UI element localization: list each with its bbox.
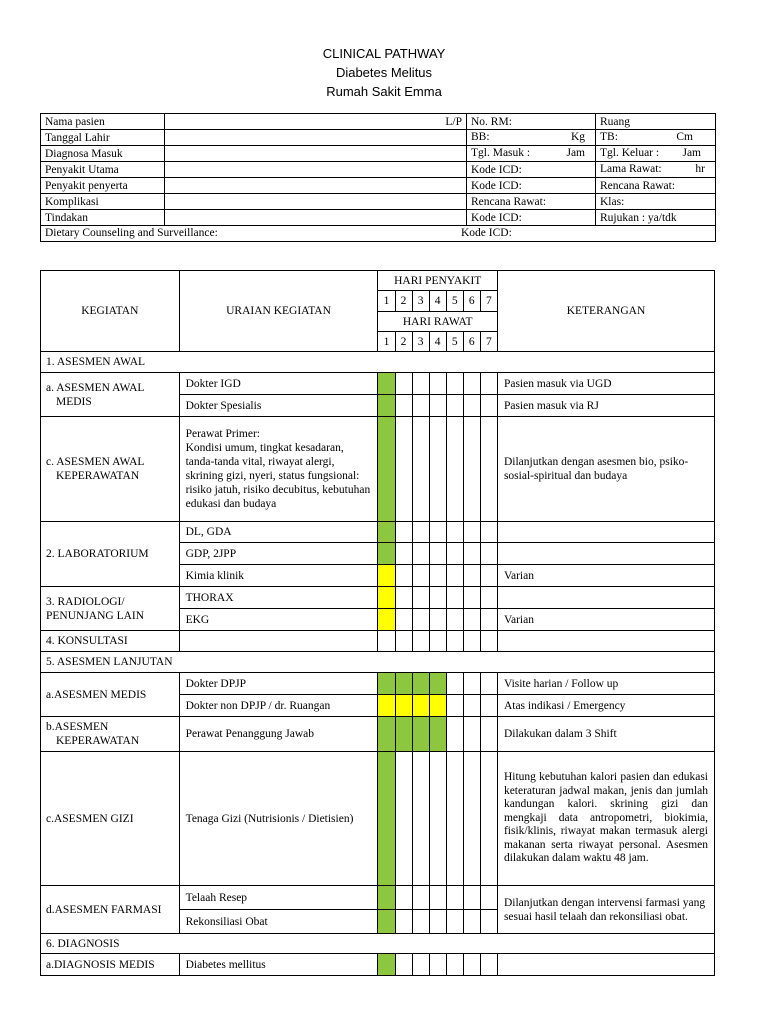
section-asesmen-lanjutan (41, 652, 715, 673)
activity-dokter-igd: Dokter IGD (179, 373, 378, 395)
gdp-day-3[interactable] (412, 543, 429, 565)
thorax-day-5[interactable] (446, 587, 463, 609)
label-diagnosis-medis: a.DIAGNOSIS MEDIS (41, 954, 180, 976)
field-bb[interactable] (467, 130, 596, 146)
tenaga-gizi-day-4[interactable] (429, 752, 446, 886)
row-telaah-resep (41, 886, 715, 910)
dokter-non-dpjp-day-4[interactable] (429, 695, 446, 717)
row-dokter-dpjp (41, 673, 715, 695)
day-number: 2 (395, 332, 412, 352)
konsultasi-day-2[interactable] (395, 631, 412, 652)
row-diabetes-mellitus (41, 954, 715, 976)
day-number: 5 (446, 291, 463, 312)
header-hari-rawat: HARI RAWAT (378, 312, 498, 332)
header-kegiatan: KEGIATAN (41, 271, 180, 352)
kimia-klinik-day-7[interactable] (480, 565, 497, 587)
dokter-spesialis-day-5[interactable] (446, 395, 463, 417)
label-tindakan: Tindakan (41, 210, 165, 226)
activity-telaah-resep: Telaah Resep (179, 886, 378, 910)
note-ekg: Varian (497, 609, 714, 631)
section-laboratorium: 2. LABORATORIUM (41, 522, 180, 587)
label-penyakit-utama: Penyakit Utama (41, 162, 165, 178)
day-number: 6 (463, 291, 480, 312)
label-nama-pasien: Nama pasien (41, 114, 165, 130)
label-komplikasi: Komplikasi (41, 194, 165, 210)
label-bb: BB: (471, 131, 490, 143)
unit-jam-masuk: Jam (566, 147, 585, 159)
rekonsiliasi-obat-day-5[interactable] (446, 910, 463, 934)
dokter-igd-day-4[interactable] (429, 373, 446, 395)
dokter-spesialis-day-6[interactable] (463, 395, 480, 417)
perawat-pj-day-2[interactable] (395, 717, 412, 752)
dokter-spesialis-day-4[interactable] (429, 395, 446, 417)
tenaga-gizi-day-6[interactable] (463, 752, 480, 886)
thorax-day-7[interactable] (480, 587, 497, 609)
row-dokter-igd (41, 373, 715, 395)
dokter-dpjp-day-6[interactable] (463, 673, 480, 695)
form-subtitle-disease: Diabetes Melitus (335, 65, 433, 80)
dokter-igd-day-1[interactable] (378, 373, 395, 395)
telaah-resep-day-7[interactable] (480, 886, 497, 910)
header-uraian: URAIAN KEGIATAN (179, 271, 378, 352)
section-title: 6. DIAGNOSIS (41, 934, 715, 954)
note-perawat-primer: Dilanjutkan dengan asesmen bio, psiko-sosial-spiritual dan budaya (497, 417, 714, 522)
perawat-primer-day-3[interactable] (412, 417, 429, 522)
dokter-dpjp-day-2[interactable] (395, 673, 412, 695)
dokter-igd-day-3[interactable] (412, 373, 429, 395)
kimia-klinik-day-5[interactable] (446, 565, 463, 587)
thorax-day-3[interactable] (412, 587, 429, 609)
konsultasi-day-5[interactable] (446, 631, 463, 652)
rekonsiliasi-obat-day-4[interactable] (429, 910, 446, 934)
gdp-day-1[interactable] (378, 543, 395, 565)
activity-ekg: EKG (179, 609, 378, 631)
dokter-igd-day-7[interactable] (480, 373, 497, 395)
field-penyakit-penyerta[interactable] (165, 178, 467, 194)
telaah-resep-day-3[interactable] (412, 886, 429, 910)
activity-dokter-spesialis: Dokter Spesialis (179, 395, 378, 417)
section-radiologi: 3. RADIOLOGI/ PENUNJANG LAIN (41, 587, 180, 631)
kimia-klinik-day-1[interactable] (378, 565, 395, 587)
dokter-dpjp-day-3[interactable] (412, 673, 429, 695)
tenaga-gizi-day-2[interactable] (395, 752, 412, 886)
ekg-day-7[interactable] (480, 609, 497, 631)
label-asesmen-awal-keperawatan: c. ASESMEN AWAL KEPERAWATAN (41, 417, 180, 522)
dokter-dpjp-day-4[interactable] (429, 673, 446, 695)
dl-gda-day-3[interactable] (412, 522, 429, 543)
dokter-igd-day-2[interactable] (395, 373, 412, 395)
dokter-non-dpjp-day-6[interactable] (463, 695, 480, 717)
field-ruang[interactable]: Ruang (596, 114, 716, 130)
field-tgl-masuk[interactable] (467, 146, 596, 162)
perawat-primer-day-1[interactable] (378, 417, 395, 522)
dokter-non-dpjp-day-2[interactable] (395, 695, 412, 717)
label-asesmen-farmasi: d.ASESMEN FARMASI (41, 886, 180, 934)
label-tgl-keluar: Tgl. Keluar : (600, 147, 660, 159)
gdp-day-4[interactable] (429, 543, 446, 565)
section-asesmen-awal (41, 352, 715, 373)
row-tenaga-gizi (41, 752, 715, 886)
activity-dokter-non-dpjp: Dokter non DPJP / dr. Ruangan (179, 695, 378, 717)
dokter-spesialis-day-3[interactable] (412, 395, 429, 417)
activity-dokter-dpjp: Dokter DPJP (179, 673, 378, 695)
note-dokter-igd: Pasien masuk via UGD (497, 373, 714, 395)
field-tindakan[interactable] (165, 210, 467, 226)
field-kode-icd-tindakan[interactable]: Kode ICD: (467, 210, 596, 226)
perawat-pj-day-3[interactable] (412, 717, 429, 752)
day-number: 4 (429, 291, 446, 312)
konsultasi-day-6[interactable] (463, 631, 480, 652)
note-dl-gda (497, 522, 714, 543)
day-number: 7 (480, 332, 497, 352)
day-number: 3 (412, 291, 429, 312)
field-rencana-rawat[interactable]: Rencana Rawat: (596, 178, 716, 194)
ekg-day-5[interactable] (446, 609, 463, 631)
note-tenaga-gizi: Hitung kebutuhan kalori pasien dan edukasi keteraturan jadwal makan, jenis dan jumlah kandungan kalori. skrining gizi dan mengkaji data antropometri, biokimia, fisik/klinis, riwayat makan termasuk alergi makanan serta riwayat personal. Asesmen dilakukan dalam waktu 48 jam. (497, 752, 714, 886)
field-dietary-counseling[interactable] (41, 226, 716, 242)
dl-gda-day-5[interactable] (446, 522, 463, 543)
note-konsultasi (497, 631, 714, 652)
field-rencana-rawat-komplikasi[interactable]: Rencana Rawat: (467, 194, 596, 210)
activity-perawat-pj: Perawat Penanggung Jawab (179, 717, 378, 752)
dokter-dpjp-day-5[interactable] (446, 673, 463, 695)
telaah-resep-day-4[interactable] (429, 886, 446, 910)
perawat-primer-day-6[interactable] (463, 417, 480, 522)
konsultasi-day-3[interactable] (412, 631, 429, 652)
day-number: 3 (412, 332, 429, 352)
diabetes-mellitus-day-1[interactable] (378, 954, 395, 976)
note-dokter-spesialis: Pasien masuk via RJ (497, 395, 714, 417)
label-dietary: Dietary Counseling and Surveillance: (45, 227, 218, 239)
activity-gdp: GDP, 2JPP (179, 543, 378, 565)
dokter-spesialis-day-2[interactable] (395, 395, 412, 417)
form-subtitle-hospital: Rumah Sakit Emma (326, 84, 442, 99)
row-konsultasi (41, 631, 715, 652)
dokter-igd-day-6[interactable] (463, 373, 480, 395)
dl-gda-day-2[interactable] (395, 522, 412, 543)
day-number: 1 (378, 291, 395, 312)
label-diagnosa-masuk: Diagnosa Masuk (41, 146, 165, 162)
tenaga-gizi-day-1[interactable] (378, 752, 395, 886)
activity-konsultasi (179, 631, 378, 652)
unit-jam-keluar: Jam (682, 147, 701, 159)
diabetes-mellitus-day-6[interactable] (463, 954, 480, 976)
ekg-day-1[interactable] (378, 609, 395, 631)
perawat-primer-day-4[interactable] (429, 417, 446, 522)
perawat-primer-day-2[interactable] (395, 417, 412, 522)
unit-hr: hr (695, 163, 705, 175)
section-title: 1. ASESMEN AWAL (41, 352, 715, 373)
rekonsiliasi-obat-day-1[interactable] (378, 910, 395, 934)
label-tb: TB: (600, 131, 618, 143)
kimia-klinik-day-3[interactable] (412, 565, 429, 587)
thorax-day-1[interactable] (378, 587, 395, 609)
dl-gda-day-7[interactable] (480, 522, 497, 543)
field-diagnosa-masuk[interactable] (165, 146, 467, 162)
note-farmasi: Dilanjutkan dengan intervensi farmasi yang sesuai hasil telaah dan rekonsiliasi obat. (497, 886, 714, 934)
header-keterangan: KETERANGAN (497, 271, 714, 352)
label-tanggal-lahir: Tanggal Lahir (41, 130, 165, 146)
field-tanggal-lahir[interactable] (165, 130, 467, 146)
diabetes-mellitus-day-7[interactable] (480, 954, 497, 976)
row-perawat-primer (41, 417, 715, 522)
label-lp: L/P (445, 115, 462, 128)
tenaga-gizi-day-5[interactable] (446, 752, 463, 886)
diabetes-mellitus-day-5[interactable] (446, 954, 463, 976)
activity-tenaga-gizi: Tenaga Gizi (Nutrisionis / Dietisien) (179, 752, 378, 886)
patient-info-table (40, 113, 716, 242)
pathway-table (40, 270, 715, 976)
rekonsiliasi-obat-day-2[interactable] (395, 910, 412, 934)
field-kode-icd-utama[interactable]: Kode ICD: (467, 162, 596, 178)
label-asesmen-gizi: c.ASESMEN GIZI (41, 752, 180, 886)
gdp-day-2[interactable] (395, 543, 412, 565)
activity-thorax: THORAX (179, 587, 378, 609)
day-number: 4 (429, 332, 446, 352)
note-thorax (497, 587, 714, 609)
label-kode-icd-dietary: Kode ICD: (461, 227, 512, 239)
kimia-klinik-day-4[interactable] (429, 565, 446, 587)
diabetes-mellitus-day-2[interactable] (395, 954, 412, 976)
label-penyakit-penyerta: Penyakit penyerta (41, 178, 165, 194)
label-asesmen-awal-medis: a. ASESMEN AWAL MEDIS (41, 373, 180, 417)
note-gdp (497, 543, 714, 565)
perawat-pj-day-6[interactable] (463, 717, 480, 752)
activity-rekonsiliasi-obat: Rekonsiliasi Obat (179, 910, 378, 934)
label-tgl-masuk: Tgl. Masuk : (471, 147, 531, 159)
field-tgl-keluar[interactable] (596, 146, 716, 162)
dokter-igd-day-5[interactable] (446, 373, 463, 395)
note-kimia-klinik: Varian (497, 565, 714, 587)
field-penyakit-utama[interactable] (165, 162, 467, 178)
konsultasi-day-7[interactable] (480, 631, 497, 652)
gdp-day-7[interactable] (480, 543, 497, 565)
dokter-non-dpjp-day-3[interactable] (412, 695, 429, 717)
form-title: CLINICAL PATHWAY (322, 46, 446, 61)
label-asesmen-keperawatan: b.ASESMEN KEPERAWATAN (41, 717, 180, 752)
field-no-rm[interactable]: No. RM: (467, 114, 596, 130)
field-lama-rawat[interactable] (596, 162, 716, 178)
dokter-non-dpjp-day-7[interactable] (480, 695, 497, 717)
dl-gda-day-4[interactable] (429, 522, 446, 543)
unit-kg: Kg (570, 131, 585, 143)
thorax-day-2[interactable] (395, 587, 412, 609)
day-number: 1 (378, 332, 395, 352)
activity-kimia-klinik: Kimia klinik (179, 565, 378, 587)
tenaga-gizi-day-7[interactable] (480, 752, 497, 886)
gdp-day-5[interactable] (446, 543, 463, 565)
day-number: 7 (480, 291, 497, 312)
activity-perawat-primer: Perawat Primer: Kondisi umum, tingkat kesadaran, tanda-tanda vital, riwayat alergi, skrining gizi, nyeri, status fungsional: risiko jatuh, risiko decubitus, kebutuhan edukasi dan budaya (179, 417, 378, 522)
note-dokter-dpjp: Visite harian / Follow up (497, 673, 714, 695)
field-kode-icd-penyerta[interactable]: Kode ICD: (467, 178, 596, 194)
ekg-day-6[interactable] (463, 609, 480, 631)
kimia-klinik-day-2[interactable] (395, 565, 412, 587)
telaah-resep-day-5[interactable] (446, 886, 463, 910)
ekg-day-3[interactable] (412, 609, 429, 631)
section-title: 5. ASESMEN LANJUTAN (41, 652, 715, 673)
day-number: 2 (395, 291, 412, 312)
diabetes-mellitus-day-4[interactable] (429, 954, 446, 976)
perawat-primer-day-5[interactable] (446, 417, 463, 522)
dokter-dpjp-day-1[interactable] (378, 673, 395, 695)
field-komplikasi[interactable] (165, 194, 467, 210)
konsultasi-day-1[interactable] (378, 631, 395, 652)
dl-gda-day-1[interactable] (378, 522, 395, 543)
header-row-1 (41, 271, 715, 291)
thorax-day-6[interactable] (463, 587, 480, 609)
day-number: 5 (446, 332, 463, 352)
perawat-pj-day-1[interactable] (378, 717, 395, 752)
telaah-resep-day-1[interactable] (378, 886, 395, 910)
row-dl-gda (41, 522, 715, 543)
rekonsiliasi-obat-day-3[interactable] (412, 910, 429, 934)
diabetes-mellitus-day-3[interactable] (412, 954, 429, 976)
dokter-dpjp-day-7[interactable] (480, 673, 497, 695)
row-thorax (41, 587, 715, 609)
label-lama-rawat: Lama Rawat: (600, 163, 662, 175)
activity-dl-gda: DL, GDA (179, 522, 378, 543)
telaah-resep-day-6[interactable] (463, 886, 480, 910)
dokter-spesialis-day-1[interactable] (378, 395, 395, 417)
dokter-non-dpjp-day-1[interactable] (378, 695, 395, 717)
field-nama-pasien[interactable] (165, 114, 467, 130)
day-number: 6 (463, 332, 480, 352)
konsultasi-day-4[interactable] (429, 631, 446, 652)
dokter-spesialis-day-7[interactable] (480, 395, 497, 417)
dl-gda-day-6[interactable] (463, 522, 480, 543)
section-diagnosis (41, 934, 715, 954)
field-tb[interactable] (596, 130, 716, 146)
activity-diabetes-mellitus: Diabetes mellitus (179, 954, 378, 976)
label-asesmen-medis: a.ASESMEN MEDIS (41, 673, 180, 717)
section-konsultasi: 4. KONSULTASI (41, 631, 180, 652)
note-dokter-non-dpjp: Atas indikasi / Emergency (497, 695, 714, 717)
perawat-pj-day-7[interactable] (480, 717, 497, 752)
gdp-day-6[interactable] (463, 543, 480, 565)
rekonsiliasi-obat-day-6[interactable] (463, 910, 480, 934)
field-rujukan[interactable]: Rujukan : ya/tdk (596, 210, 716, 226)
unit-cm: Cm (676, 131, 693, 143)
perawat-primer-day-7[interactable] (480, 417, 497, 522)
row-perawat-pj (41, 717, 715, 752)
kimia-klinik-day-6[interactable] (463, 565, 480, 587)
note-diabetes-mellitus (497, 954, 714, 976)
ekg-day-4[interactable] (429, 609, 446, 631)
field-klas[interactable]: Klas: (596, 194, 716, 210)
perawat-pj-day-5[interactable] (446, 717, 463, 752)
perawat-pj-day-4[interactable] (429, 717, 446, 752)
rekonsiliasi-obat-day-7[interactable] (480, 910, 497, 934)
tenaga-gizi-day-3[interactable] (412, 752, 429, 886)
thorax-day-4[interactable] (429, 587, 446, 609)
note-perawat-pj: Dilakukan dalam 3 Shift (497, 717, 714, 752)
dokter-non-dpjp-day-5[interactable] (446, 695, 463, 717)
ekg-day-2[interactable] (395, 609, 412, 631)
telaah-resep-day-2[interactable] (395, 886, 412, 910)
header-hari-penyakit: HARI PENYAKIT (378, 271, 498, 291)
